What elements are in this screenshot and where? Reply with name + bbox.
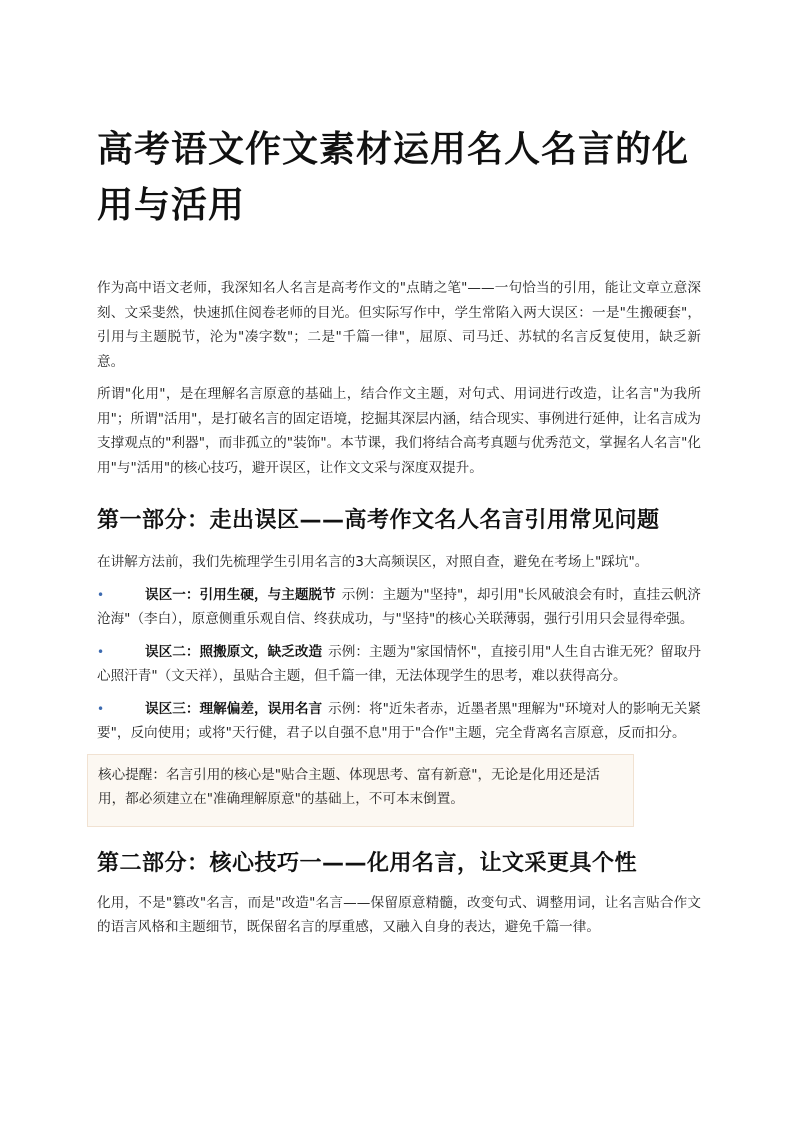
bullet-icon: • bbox=[97, 644, 105, 659]
intro-paragraph-2: 所谓"化用"，是在理解名言原意的基础上，结合作文主题，对句式、用词进行改造，让名言"为我所用"；所谓"活用"，是打破名言的固定语境，挖掘其深层内涵，结合现实、事例进行延伸，让名言成为支撑观点的"利器"，而非孤立的"装饰"。本节课，我们将结合高考真题与优秀范文，掌握名人名言"化用"与"活用"的核心技巧，避开误区，让作文文采与深度双提升。 bbox=[97, 386, 701, 476]
section-1-intro: 在讲解方法前，我们先梳理学生引用名言的3大高频误区，对照自查，避免在考场上"踩坑"。 bbox=[97, 554, 649, 570]
error-text: 示例：将"近朱者赤，近墨者黑"理解为"环境对人的影响无关紧要"，反向使用；或将"天行健，君子以自强不息"用于"合作"主题，完全背离名言原意，反而扣分。 bbox=[97, 700, 701, 741]
section-2-intro: 化用，不是"篡改"名言，而是"改造"名言——保留原意精髓，改变句式、调整用词，让名言贴合作文的语言风格和主题细节，既保留名言的厚重感，又融入自身的表达，避免千篇一律。 bbox=[97, 894, 701, 935]
bullet-icon: • bbox=[97, 587, 105, 602]
error-text: 示例：主题为"坚持"，却引用"长风破浪会有时，直挂云帆济沧海"（李白），原意侧重乐观自信、终获成功，与"坚持"的核心关联薄弱，强行引用只会显得牵强。 bbox=[97, 586, 701, 627]
error-text: 示例：主题为"家国情怀"，直接引用"人生自古谁无死？留取丹心照汗青"（文天祥），虽贴合主题，但千篇一律，无法体现学生的思考，难以获得高分。 bbox=[97, 643, 701, 684]
error-list bbox=[97, 583, 701, 746]
key-reminder-callout: 核心提醒：名言引用的核心是"贴合主题、体现思考、富有新意"，无论是化用还是活用，都必须建立在"准确理解原意"的基础上，不可本末倒置。 bbox=[87, 754, 634, 827]
section-2-heading: 第二部分：核心技巧一——化用名言，让文采更具个性 bbox=[97, 850, 638, 876]
error-list-item bbox=[97, 583, 701, 632]
document-title: 高考语文作文素材运用名人名言的化用与活用 bbox=[97, 129, 690, 226]
document-page bbox=[97, 0, 701, 940]
error-label: 误区二：照搬原文，缺乏改造 bbox=[145, 643, 323, 660]
error-list-item bbox=[97, 697, 701, 746]
bullet-icon: • bbox=[97, 701, 105, 716]
error-label: 误区三：理解偏差，误用名言 bbox=[145, 700, 323, 717]
error-label: 误区一：引用生硬，与主题脱节 bbox=[145, 586, 336, 603]
intro-paragraph-1: 作为高中语文老师，我深知名人名言是高考作文的"点睛之笔"——一句恰当的引用，能让文章立意深刻、文采斐然，快速抓住阅卷老师的目光。但实际写作中，学生常陷入两大误区：一是"生搬硬套"，引用与主题脱节，沦为"凑字数"；二是"千篇一律"，屈原、司马迁、苏轼的名言反复使用，缺乏新意。 bbox=[97, 280, 701, 370]
error-list-item bbox=[97, 640, 701, 689]
section-1-heading: 第一部分：走出误区——高考作文名人名言引用常见问题 bbox=[97, 508, 660, 533]
